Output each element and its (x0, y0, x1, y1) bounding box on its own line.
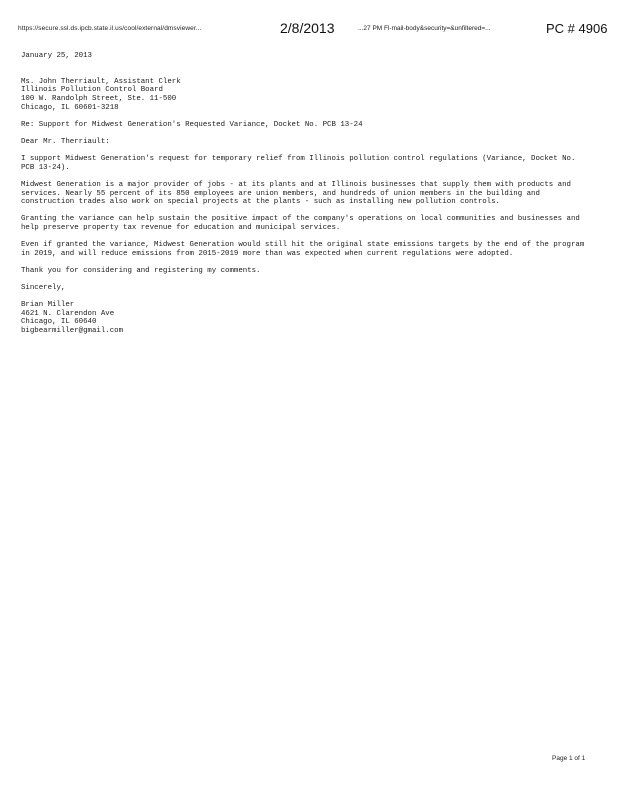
page-number: Page 1 of 1 (552, 755, 586, 762)
paragraph: Midwest Generation is a major provider of jobs - at its plants and at Illinois businesses that supply them with products and services. Nearly 55 percent of its 850 employees are union members, and hundreds of union members in the building and construction trades also work on special projects at the plants - such as installing new pollution controls. (21, 180, 576, 207)
header-date: 2/8/2013 (280, 20, 335, 36)
recipient-line: Ms. John Therriault, Assistant Clerk (21, 77, 181, 86)
recipient-line: 100 W. Randolph Street, Ste. 11-500 (21, 94, 177, 103)
signer-email: bigbearmiller@gmail.com (21, 327, 124, 335)
recipient-block (21, 78, 593, 112)
fax-header (18, 20, 608, 44)
letter-date: January 25, 2013 (21, 52, 92, 60)
pc-number: PC # 4906 (546, 21, 608, 36)
signer-address: 4621 N. Clarendon Ave (21, 309, 115, 318)
recipient-line: Chicago, IL 60601-3218 (21, 103, 119, 112)
letter-body (21, 52, 593, 336)
paragraph: I support Midwest Generation's request for temporary relief from Illinois pollution control regulations (Variance, Docket No. PCB 13-24). (21, 155, 580, 172)
paragraph: Thank you for considering and registering my comments. (21, 266, 261, 275)
recipient-line: Illinois Pollution Control Board (21, 86, 163, 95)
paragraph: Even if granted the variance, Midwest Generation would still hit the original state emissions targets by the end of the program in 2019, and will reduce emissions from 2015-2019 more than was expected when current regulations were adopted. (21, 241, 589, 258)
signature-block (21, 301, 593, 335)
source-url-tail: ...27 PM Fl-mail-body&security=&unfiltered=... (358, 25, 491, 32)
paragraph: Granting the variance can help sustain the positive impact of the company's operations on local communities and businesses and help preserve property tax revenue for education and municipal services. (21, 215, 585, 232)
signer-name: Brian Miller (21, 301, 75, 310)
closing: Sincerely, (21, 284, 66, 293)
re-line: Re: Support for Midwest Generation's Requested Variance, Docket No. PCB 13-24 (21, 120, 363, 129)
salutation: Dear Mr. Therriault: (21, 137, 110, 146)
signer-city: Chicago, IL 60640 (21, 318, 97, 327)
source-url: https://secure.ssl.ds.ipcb.state.il.us/cool/external/dmsviewer... (18, 25, 202, 32)
